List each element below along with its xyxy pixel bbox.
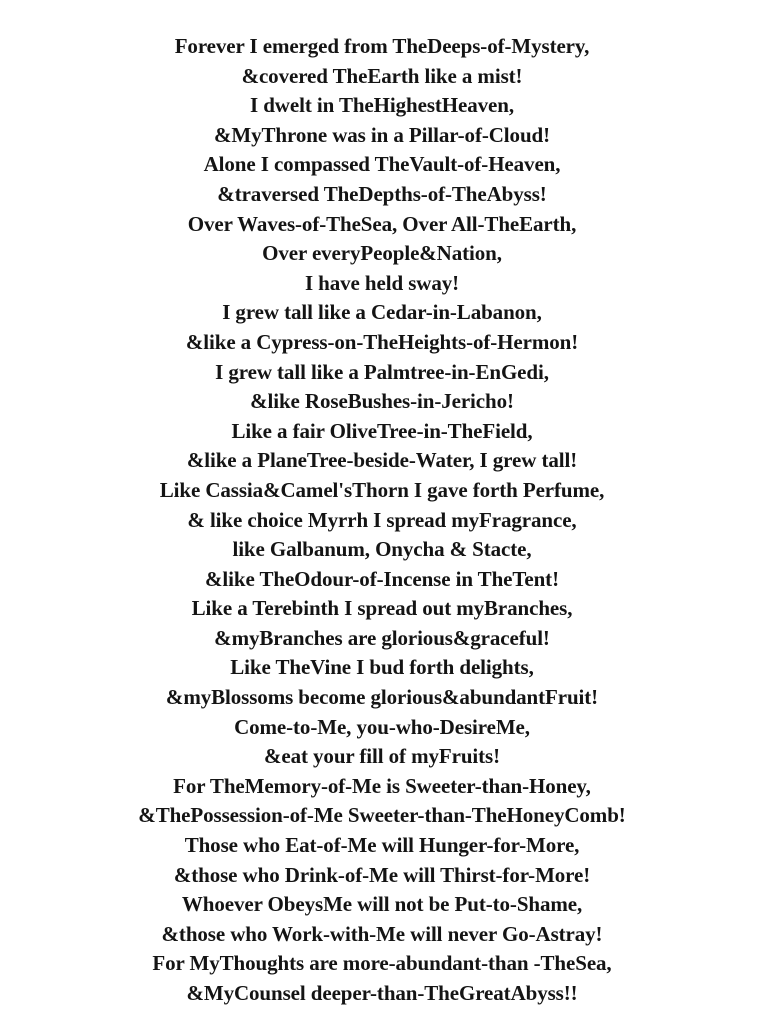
poem-line: &eat your fill of myFruits! [263, 744, 501, 769]
poem-line: I grew tall like a Cedar-in-Labanon, [222, 300, 542, 325]
poem-line: &ThePossession-of-Me Sweeter-than-TheHoneyComb! [138, 803, 626, 828]
poem-line: &those who Drink-of-Me will Thirst-for-More! [173, 862, 591, 887]
poem-line: Like a Terebinth I spread out myBranches, [191, 596, 573, 621]
poem-line: &like a Cypress-on-TheHeights-of-Hermon! [185, 329, 579, 354]
poem-line: Those who Eat-of-Me will Hunger-for-More, [184, 833, 580, 858]
poem-line: & like choice Myrrh I spread myFragrance, [187, 507, 577, 532]
poem-line: &MyCounsel deeper-than-TheGreatAbyss!! [186, 981, 578, 1005]
poem-line: Come-to-Me, you-who-DesireMe, [234, 714, 530, 739]
poem-line: I grew tall like a Palmtree-in-EnGedi, [215, 359, 549, 384]
poem-text [0, 32, 764, 1009]
poem-line: &like TheOdour-of-Incense in TheTent! [205, 566, 559, 591]
poem-line: &like a PlaneTree-beside-Water, I grew tall! [186, 448, 578, 473]
poem-line: I dwelt in TheHighestHeaven, [250, 93, 514, 118]
poem-line: &myBlossoms become glorious&abundantFruit! [165, 685, 599, 710]
poem-line: &like RoseBushes-in-Jericho! [250, 389, 514, 414]
poem-line: &MyThrone was in a Pillar-of-Cloud! [214, 122, 550, 147]
poem-line: Whoever ObeysMe will not be Put-to-Shame, [181, 892, 583, 917]
poem-line: Like a fair OliveTree-in-TheField, [231, 418, 533, 443]
poem-line: Like TheVine I bud forth delights, [230, 655, 534, 680]
poem-line: Like Cassia&Camel'sThorn I gave forth Perfume, [159, 477, 605, 502]
poem-line: like Galbanum, Onycha & Stacte, [232, 537, 532, 562]
poem-line: &traversed TheDepths-of-TheAbyss! [217, 181, 547, 206]
poem-line: &myBranches are glorious&graceful! [214, 625, 550, 650]
poem-line: Over everyPeople&Nation, [262, 241, 502, 266]
poem-line: For MyThoughts are more-abundant-than -TheSea, [152, 951, 612, 976]
poem-line: Alone I compassed TheVault-of-Heaven, [203, 152, 561, 177]
poem-line: For TheMemory-of-Me is Sweeter-than-Honey, [173, 773, 591, 798]
poem-line: Forever I emerged from TheDeeps-of-Mystery, [174, 34, 590, 58]
poem-line: I have held sway! [304, 270, 460, 295]
poem-line: &those who Work-with-Me will never Go-Astray! [161, 921, 603, 946]
poem-line: Over Waves-of-TheSea, Over All-TheEarth, [187, 211, 577, 236]
poem-line: &covered TheEarth like a mist! [241, 63, 523, 88]
